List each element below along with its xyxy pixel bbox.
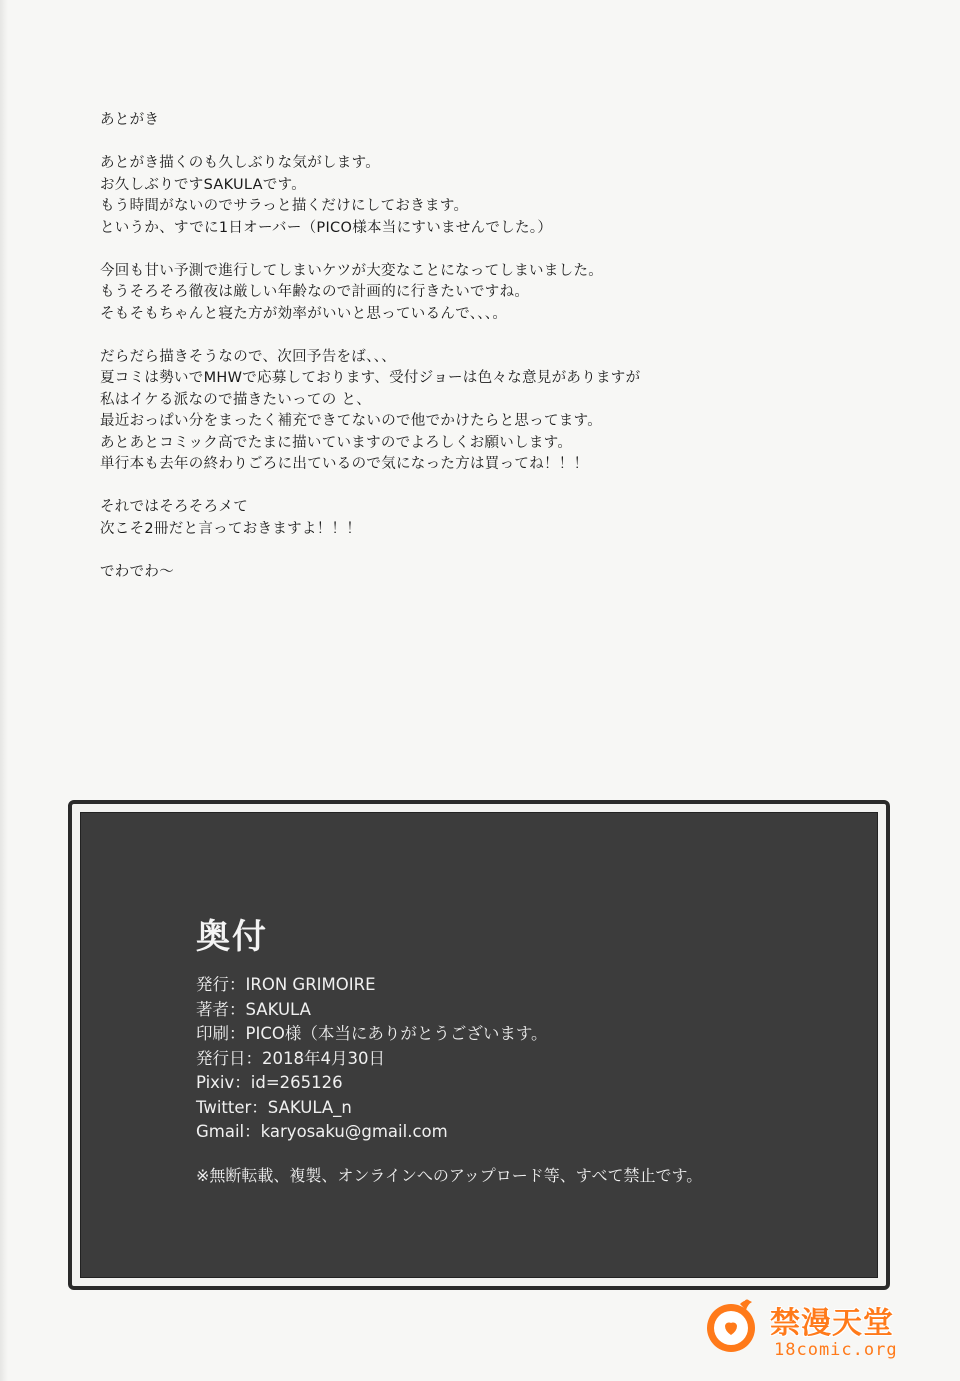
afterword-line: あとがき描くのも久しぶりな気がします。 (100, 155, 381, 171)
afterword-line: そもそもちゃんと寝た方が効率がいいと思っているんで、、、。 (100, 305, 508, 322)
blank-line (100, 239, 860, 261)
colophon-author: 著者：SAKULA (196, 999, 311, 1019)
afterword-line: もうそろそろ徹夜は厳しい年齢なので計画的に行きたいですね。 (100, 284, 530, 300)
colophon-printer: 印刷：PICO様（本当にありがとうございます。 (196, 1024, 548, 1043)
afterword-line: 単行本も去年の終わりごろに出ているので気になった方は買ってね！！！ (100, 456, 589, 472)
colophon-frame (68, 800, 890, 1290)
colophon-publisher: 発行：IRON GRIMOIRE (196, 975, 376, 994)
blank-line (100, 132, 860, 154)
afterword-heading: あとがき (100, 112, 160, 128)
afterword-line: だらだら描きそうなので、次回予告をば、、、 (100, 348, 397, 365)
afterword-line: お久しぶりですSAKULAです。 (100, 176, 307, 193)
colophon-note: ※無断転載、複製、オンラインへのアップロード等、すべて禁止です。 (196, 1166, 703, 1185)
blank-line (100, 325, 860, 347)
afterword-line: でわでわ～ (100, 563, 174, 580)
afterword-line: というか、すでに1日オーバー（PICO様本当にすいませんでした。） (100, 219, 553, 236)
colophon-box (80, 812, 878, 1278)
watermark (700, 1290, 925, 1370)
blank-line (100, 476, 860, 498)
colophon-title: 奥付 (196, 917, 268, 957)
afterword-section (100, 110, 860, 583)
page-edge (0, 0, 8, 1381)
afterword-line: もう時間がないのでサラっと描くだけにしておきます。 (100, 198, 469, 214)
afterword-line: 私はイケる派なので描きたいっての と、 (100, 391, 372, 408)
afterword-line: あとあとコミック高でたまに描いていますのでよろしくお願いします。 (100, 434, 573, 451)
colophon-gmail: Gmail：karyosaku@gmail.com (196, 1122, 448, 1141)
watermark-title: 禁漫天堂 (770, 1306, 894, 1341)
colophon-pixiv: Pixiv：id=265126 (196, 1073, 343, 1092)
afterword-line: それではそろそろメて (100, 499, 248, 515)
mascot-icon (700, 1294, 762, 1356)
afterword-line: 最近おっぱい分をまったく補充できてないので他でかけたらと思ってます。 (100, 413, 603, 429)
colophon-twitter: Twitter：SAKULA_n (196, 1097, 352, 1117)
afterword-line: 今回も甘い予測で進行してしまいケツが大変なことになってしまいました。 (100, 262, 604, 279)
colophon-list (196, 973, 548, 1145)
colophon-date: 発行日：2018年4月30日 (196, 1048, 385, 1068)
watermark-url: 18comic.org (774, 1340, 898, 1360)
afterword-line: 次こそ2冊だと言っておきますよ！！！ (100, 520, 362, 537)
blank-line (100, 540, 860, 562)
afterword-line: 夏コミは勢いでMHWで応募しております、受付ジョーは色々な意見がありますが (100, 370, 641, 386)
